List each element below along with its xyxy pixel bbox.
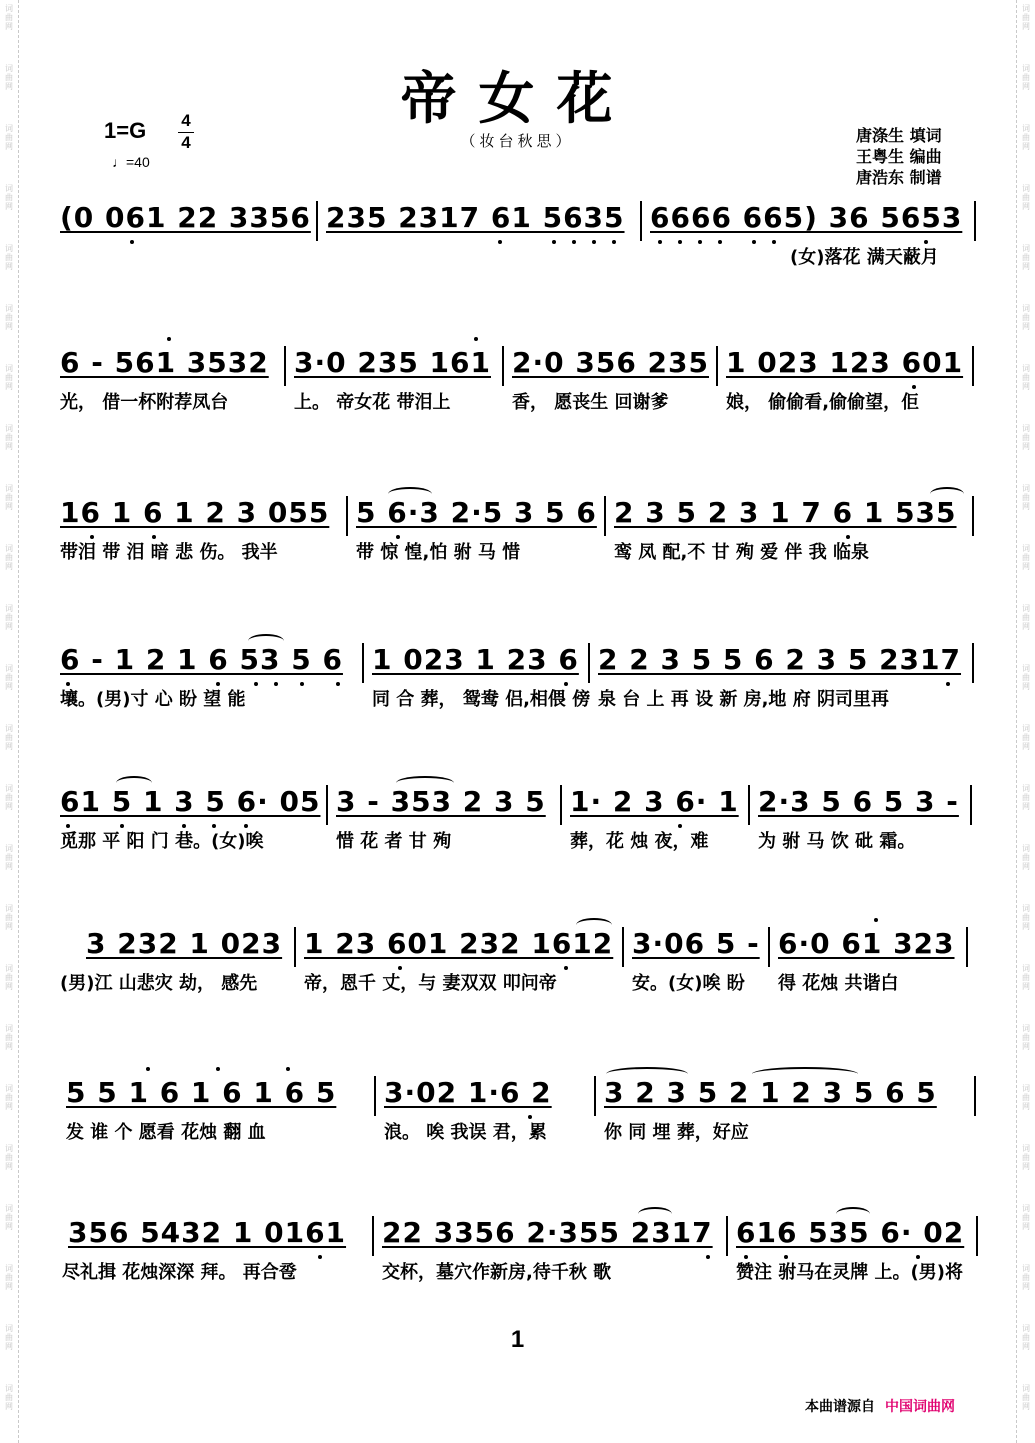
notation-row	[0, 198, 1035, 246]
time-signature	[176, 111, 196, 153]
bar-line	[972, 643, 974, 683]
low-octave-dot	[552, 240, 556, 244]
watermark-text: 词 曲 网	[5, 664, 13, 691]
measure: 1 023 1 23 6	[372, 643, 579, 676]
notation-row	[0, 1073, 1035, 1121]
watermark-text: 词 曲 网	[5, 124, 13, 151]
low-octave-dot	[612, 240, 616, 244]
watermark-text: 词 曲 网	[5, 1024, 13, 1051]
low-octave-dot	[658, 240, 662, 244]
watermark-text: 词 曲 网	[1022, 64, 1030, 91]
watermark-text: 词 曲 网	[1022, 1204, 1030, 1231]
measure: 3 232 1 023	[86, 927, 283, 960]
watermark-text: 词 曲 网	[5, 244, 13, 271]
bar-line	[622, 927, 624, 967]
bar-line	[976, 1216, 978, 1256]
slur	[638, 1207, 672, 1221]
time-signature-bottom: 4	[181, 133, 191, 152]
lyric-segment: 惜 花 者 甘 殉	[336, 831, 452, 852]
low-octave-dot	[784, 1255, 788, 1259]
lyric-segment: 同 合 葬， 鸳鸯 侣,相偎 傍	[372, 689, 591, 710]
low-octave-dot	[564, 682, 568, 686]
low-octave-dot	[772, 240, 776, 244]
bar-line	[726, 1216, 728, 1256]
lyric-segment: 帝，恩千 丈，与 妻双双 叩问帝	[304, 973, 557, 994]
slur	[930, 487, 964, 501]
source-brand-link[interactable]: 中国词曲网	[885, 1399, 955, 1415]
slur	[606, 1067, 688, 1081]
lyric-segment: 香， 愿丧生 回谢爹	[512, 392, 669, 413]
high-octave-dot	[474, 337, 478, 341]
watermark-text: 词 曲 网	[5, 1264, 13, 1291]
watermark-text: 词 曲 网	[1022, 1084, 1030, 1111]
bar-line	[372, 1216, 374, 1256]
watermark-text: 词 曲 网	[5, 1204, 13, 1231]
watermark-text: 词 曲 网	[1022, 424, 1030, 451]
watermark-text: 词 曲 网	[1022, 724, 1030, 751]
bar-line	[362, 643, 364, 683]
slur	[388, 487, 432, 501]
low-octave-dot	[66, 824, 70, 828]
watermark-text: 词 曲 网	[1022, 124, 1030, 151]
bar-line	[640, 201, 642, 241]
watermark-text: 词 曲 网	[1022, 184, 1030, 211]
lyric-segment: 交杯，墓穴作新房,待千秋 歌	[382, 1262, 612, 1283]
watermark-text: 词 曲 网	[1022, 304, 1030, 331]
score-line	[0, 493, 1035, 573]
lyric-segment: 壤。(男)寸 心 盼 望 能	[60, 689, 246, 710]
low-octave-dot	[336, 682, 340, 686]
low-octave-dot	[182, 824, 186, 828]
source-label: 本曲谱源自	[805, 1399, 875, 1415]
lyrics-row	[0, 688, 1035, 714]
measure: 6·0 61 323	[778, 927, 955, 960]
measure: 616 535 6· 02	[736, 1216, 965, 1249]
lyric-segment: 得 花烛 共谐白	[778, 973, 899, 994]
watermark-text: 词 曲 网	[5, 4, 13, 31]
watermark-text: 词 曲 网	[1022, 1264, 1030, 1291]
bar-line	[972, 346, 974, 386]
bar-line	[284, 346, 286, 386]
bar-line	[974, 201, 976, 241]
lyric-segment: (女)落花 满天蔽月	[790, 247, 939, 268]
watermark-text: 词 曲 网	[1022, 904, 1030, 931]
watermark-text: 词 曲 网	[1022, 1024, 1030, 1051]
lyrics-row	[0, 1121, 1035, 1147]
low-octave-dot	[212, 824, 216, 828]
measure: 6 - 1 2 1 6 53 5 6	[60, 643, 343, 676]
low-octave-dot	[244, 824, 248, 828]
measure: 6 - 561 3532	[60, 346, 269, 379]
watermark-text: 词 曲 网	[1022, 1324, 1030, 1351]
low-octave-dot	[66, 682, 70, 686]
bar-line	[560, 785, 562, 825]
high-octave-dot	[286, 1067, 290, 1071]
bar-line	[966, 927, 968, 967]
song-title: 帝女花	[400, 67, 635, 132]
score-line	[0, 1073, 1035, 1153]
lyric-segment: 尽礼揖 花烛深深 拜。 再合卺	[62, 1262, 297, 1283]
lyric-segment: 光， 借一杯附荐凤台	[60, 392, 229, 413]
watermark-text: 词 曲 网	[5, 964, 13, 991]
measure: 1 23 601 232 1612	[304, 927, 614, 960]
low-octave-dot	[698, 240, 702, 244]
measure: (0 061 22 3356	[60, 201, 311, 234]
score-line	[0, 198, 1035, 278]
low-octave-dot	[120, 824, 124, 828]
watermark-text: 词 曲 网	[5, 844, 13, 871]
lyric-segment: 赞注 驸马在灵牌 上。(男)将	[736, 1262, 963, 1283]
measure: 2 2 3 5 5 6 2 3 5 2317	[598, 643, 962, 676]
notation-row	[0, 782, 1035, 830]
measure: 16 1 6 1 2 3 055	[60, 496, 330, 529]
lyric-segment: 浪。 唉 我误 君，累	[384, 1122, 547, 1143]
bar-line	[294, 927, 296, 967]
credit-transcriber: 唐浩东 制谱	[856, 168, 942, 187]
page-number: 1	[510, 1326, 525, 1353]
bar-line	[748, 785, 750, 825]
lyric-segment: 娘， 偷偷看,偷偷望，佢	[726, 392, 920, 413]
watermark-text: 词 曲 网	[5, 724, 13, 751]
low-octave-dot	[318, 1255, 322, 1259]
low-octave-dot	[498, 240, 502, 244]
low-octave-dot	[744, 1255, 748, 1259]
score-line	[0, 1213, 1035, 1293]
watermark-text: 词 曲 网	[1022, 1144, 1030, 1171]
bar-line	[588, 643, 590, 683]
measure: 3·02 1·6 2	[384, 1076, 552, 1109]
watermark-text: 词 曲 网	[1022, 4, 1030, 31]
bar-line	[316, 201, 318, 241]
watermark-text: 词 曲 网	[5, 484, 13, 511]
measure: 5 6·3 2·5 3 5 6	[356, 496, 597, 529]
lyric-segment: 觅那 平 阳 门 巷。(女)唉	[60, 831, 264, 852]
watermark-text: 词 曲 网	[1022, 844, 1030, 871]
key-signature: 1=G	[104, 118, 147, 143]
watermark-text: 词 曲 网	[1022, 364, 1030, 391]
time-signature-top: 4	[181, 111, 191, 130]
slur	[576, 918, 612, 932]
watermark-text: 词 曲 网	[5, 1324, 13, 1351]
lyric-segment: 带泪 带 泪 暗 悲 伤。 我半	[60, 542, 278, 563]
measure: 22 3356 2·355 2317	[382, 1216, 713, 1249]
watermark-text: 词 曲 网	[5, 304, 13, 331]
bar-line	[974, 1076, 976, 1116]
measure: 3 - 353 2 3 5	[336, 785, 546, 818]
lyrics-row	[0, 830, 1035, 856]
watermark-text: 词 曲 网	[5, 904, 13, 931]
low-octave-dot	[396, 535, 400, 539]
measure: 5 5 1 6 1 6 1 6 5	[66, 1076, 337, 1109]
lyric-segment: 泉 台 上 再 设 新 房,地 府 阴司里再	[598, 689, 889, 710]
measure: 2·0 356 235	[512, 346, 709, 379]
bar-line	[594, 1076, 596, 1116]
lyrics-row	[0, 541, 1035, 567]
low-octave-dot	[90, 535, 94, 539]
lyric-segment: 安。(女)唉 盼	[632, 973, 745, 994]
bar-line	[768, 927, 770, 967]
measure: 2·3 5 6 5 3 -	[758, 785, 959, 818]
notation-row	[0, 343, 1035, 391]
low-octave-dot	[152, 535, 156, 539]
bar-line	[972, 496, 974, 536]
bar-line	[716, 346, 718, 386]
watermark-text: 词 曲 网	[1022, 604, 1030, 631]
bar-line	[346, 496, 348, 536]
slur	[248, 634, 284, 648]
watermark-text: 词 曲 网	[5, 604, 13, 631]
high-octave-dot	[167, 337, 171, 341]
lyric-segment: 你 同 埋 葬，好应	[604, 1122, 749, 1143]
source-footer	[805, 1396, 955, 1416]
watermark-text: 词 曲 网	[5, 64, 13, 91]
slur	[116, 776, 152, 790]
low-octave-dot	[946, 682, 950, 686]
watermark-text: 词 曲 网	[1022, 664, 1030, 691]
notation-row	[0, 1213, 1035, 1261]
high-octave-dot	[216, 1067, 220, 1071]
lyrics-row	[0, 246, 1035, 272]
slur	[836, 1207, 870, 1221]
low-octave-dot	[592, 240, 596, 244]
measure: 2 3 5 2 3 1 7 6 1 535	[614, 496, 957, 529]
watermark-text: 词 曲 网	[1022, 964, 1030, 991]
measure: 235 2317 61 5635	[326, 201, 625, 234]
low-octave-dot	[528, 1115, 532, 1119]
watermark-text: 词 曲 网	[5, 364, 13, 391]
lyric-segment: 为 驸 马 饮 砒 霜。	[758, 831, 916, 852]
low-octave-dot	[752, 240, 756, 244]
low-octave-dot	[678, 240, 682, 244]
measure: 1 023 123 601	[726, 346, 964, 379]
lyric-segment: (男)江 山悲灾 劫， 感先	[60, 973, 258, 994]
low-octave-dot	[398, 966, 402, 970]
watermark-text: 词 曲 网	[5, 1384, 13, 1411]
low-octave-dot	[718, 240, 722, 244]
bar-line	[970, 785, 972, 825]
watermark-text: 词 曲 网	[5, 544, 13, 571]
slur	[752, 1067, 858, 1081]
low-octave-dot	[216, 682, 220, 686]
measure: 3 2 3 5 2 1 2 3 5 6 5	[604, 1076, 937, 1109]
tempo-marking: ♩=40	[112, 154, 150, 170]
watermark-text: 词 曲 网	[1022, 784, 1030, 811]
low-octave-dot	[846, 535, 850, 539]
lyrics-row	[0, 972, 1035, 998]
watermark-text: 词 曲 网	[1022, 244, 1030, 271]
high-octave-dot	[146, 1067, 150, 1071]
watermark-text: 词 曲 网	[1022, 1384, 1030, 1411]
watermark-text: 词 曲 网	[1022, 544, 1030, 571]
notation-row	[0, 924, 1035, 972]
watermark-text: 词 曲 网	[5, 784, 13, 811]
measure: 3·0 235 161	[294, 346, 491, 379]
lyric-segment: 鸾 凤 配,不 甘 殉 爱 伴 我 临泉	[614, 542, 869, 563]
score-line	[0, 782, 1035, 862]
measure: 1· 2 3 6· 1	[570, 785, 739, 818]
notation-row	[0, 640, 1035, 688]
measure: 6666 665) 36 5653	[650, 201, 963, 234]
score-line	[0, 343, 1035, 423]
lyric-segment: 上。 帝女花 带泪上	[294, 392, 451, 413]
watermark-text: 词 曲 网	[5, 1084, 13, 1111]
score-line	[0, 640, 1035, 720]
credit-composer: 王粤生 编曲	[856, 147, 942, 166]
low-octave-dot	[912, 385, 916, 389]
slur	[396, 776, 454, 790]
lyrics-row	[0, 1261, 1035, 1287]
low-octave-dot	[916, 1255, 920, 1259]
high-octave-dot	[874, 918, 878, 922]
measure: 356 5432 1 0161	[68, 1216, 347, 1249]
low-octave-dot	[300, 682, 304, 686]
lyric-segment: 发 谁 个 愿看 花烛 翻 血	[66, 1122, 266, 1143]
bar-line	[502, 346, 504, 386]
lyric-segment: 葬，花 烛 夜，难	[570, 831, 709, 852]
measure: 3·06 5 -	[632, 927, 760, 960]
low-octave-dot	[678, 824, 682, 828]
lyrics-row	[0, 391, 1035, 417]
low-octave-dot	[274, 682, 278, 686]
measure: 61 5 1 3 5 6· 05	[60, 785, 321, 818]
credits	[856, 125, 942, 188]
low-octave-dot	[706, 1255, 710, 1259]
low-octave-dot	[130, 240, 134, 244]
lyric-segment: 带 惊 惶,怕 驸 马 惜	[356, 542, 521, 563]
low-octave-dot	[254, 682, 258, 686]
watermark-text: 词 曲 网	[5, 424, 13, 451]
credit-lyricist: 唐涤生 填词	[856, 126, 942, 145]
score-line	[0, 924, 1035, 1004]
bar-line	[604, 496, 606, 536]
watermark-text: 词 曲 网	[1022, 484, 1030, 511]
bar-line	[326, 785, 328, 825]
notation-row	[0, 493, 1035, 541]
watermark-text: 词 曲 网	[5, 184, 13, 211]
bar-line	[374, 1076, 376, 1116]
low-octave-dot	[924, 240, 928, 244]
song-subtitle: （妆台秋思）	[460, 132, 575, 150]
low-octave-dot	[572, 240, 576, 244]
watermark-text: 词 曲 网	[5, 1144, 13, 1171]
low-octave-dot	[564, 966, 568, 970]
